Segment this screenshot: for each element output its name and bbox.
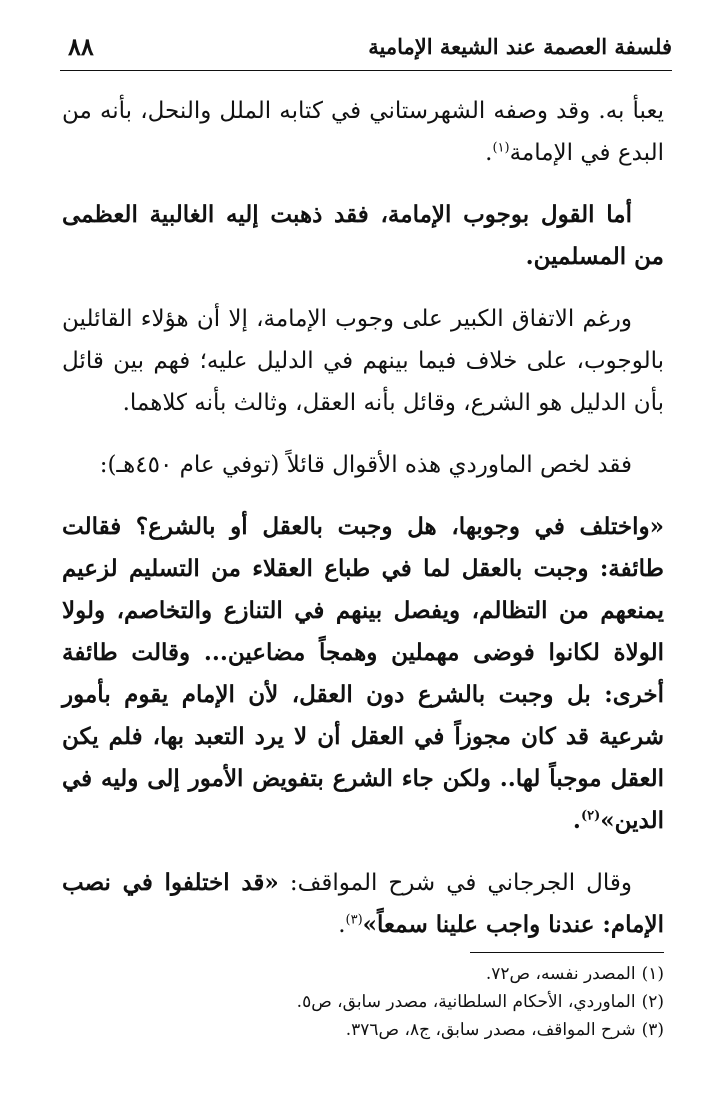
footnote-text: المصدر نفسه، ص٧٢. <box>485 964 636 984</box>
paragraph-text: أما القول بوجوب الإمامة، فقد ذهبت إليه الغالبية العظمى من المسلمين. <box>62 201 664 270</box>
paragraph-text: ورغم الاتفاق الكبير على وجوب الإمامة، إلا أن هؤلاء القائلين بالوجوب، على خلاف فيما بينهم في الدليل عليه؛ فهم بين قائل بأن الدليل هو الشرع، وقائل بأنه العقل، وثالث بأنه كلاهما. <box>62 306 664 416</box>
running-title: فلسفة العصمة عند الشيعة الإمامية <box>368 34 672 59</box>
paragraph-shahrastani <box>62 90 664 174</box>
paragraph-obligation <box>62 194 664 278</box>
paragraph-lead: وقال الجرجاني في شرح المواقف: <box>278 870 632 896</box>
paragraph-text: يعبأ به. وقد وصفه الشهرستاني في كتابه الملل والنحل، بأنه من البدع في الإمامة <box>62 98 664 166</box>
footnote-2 <box>62 988 664 1016</box>
main-text <box>62 90 664 966</box>
paragraph-mawardi-quote <box>62 506 664 842</box>
quote-text: «واختلف في وجوبها، هل وجبت بالعقل أو بالشرع؟ فقالت طائفة: وجبت بالعقل لما في طباع العقلاء من التسليم لزعيم يمنعهم من التظالم، ويفصل بينهم في التنازع والتخاصم، ولولا الولاة لكانوا فوضى مهملين وهمجاً مضاعين... وقالت طائفة أخرى: بل وجبت بالشرع دون العقل، لأن الإمام يقوم بأمور شرعية قد كان مجوزاً في العقل أن لا يرد التعبد بها، فلم يكن العقل موجباً لها.. ولكن جاء الشرع بتفويض الأمور إلى وليه في الدين» <box>62 513 664 834</box>
footnote-ref: (٢) <box>580 808 601 824</box>
footnote-text: شرح المواقف، مصدر سابق، ج٨، ص٣٧٦. <box>345 1020 636 1040</box>
footnote-ref: (٣) <box>345 912 363 928</box>
paragraph-end: . <box>485 140 493 166</box>
paragraph-end: . <box>572 807 581 834</box>
footnote-1 <box>62 960 664 988</box>
page-number: ٨٨ <box>68 32 94 61</box>
footnote-text: الماوردي، الأحكام السلطانية، مصدر سابق، ص٥. <box>296 992 636 1012</box>
footnote-number: (٢) <box>641 992 664 1012</box>
footnote-ref: (١) <box>492 140 510 156</box>
footnotes <box>62 960 664 1044</box>
paragraph-end: . <box>338 912 346 938</box>
running-header <box>60 30 672 70</box>
footnote-number: (٣) <box>641 1020 664 1040</box>
paragraph-mawardi-intro <box>62 444 664 486</box>
paragraph-text: فقد لخص الماوردي هذه الأقوال قائلاً (توفي عام ٤٥٠هـ): <box>99 452 632 478</box>
footnote-divider <box>470 952 664 953</box>
footnote-number: (١) <box>641 964 664 984</box>
quote-text: «قد اختلفوا في نصب الإمام: عندنا واجب علينا سمعاً» <box>62 869 664 938</box>
paragraph-jurjani <box>62 862 664 946</box>
paragraph-evidence <box>62 298 664 424</box>
header-divider <box>60 70 672 71</box>
footnote-3 <box>62 1016 664 1044</box>
